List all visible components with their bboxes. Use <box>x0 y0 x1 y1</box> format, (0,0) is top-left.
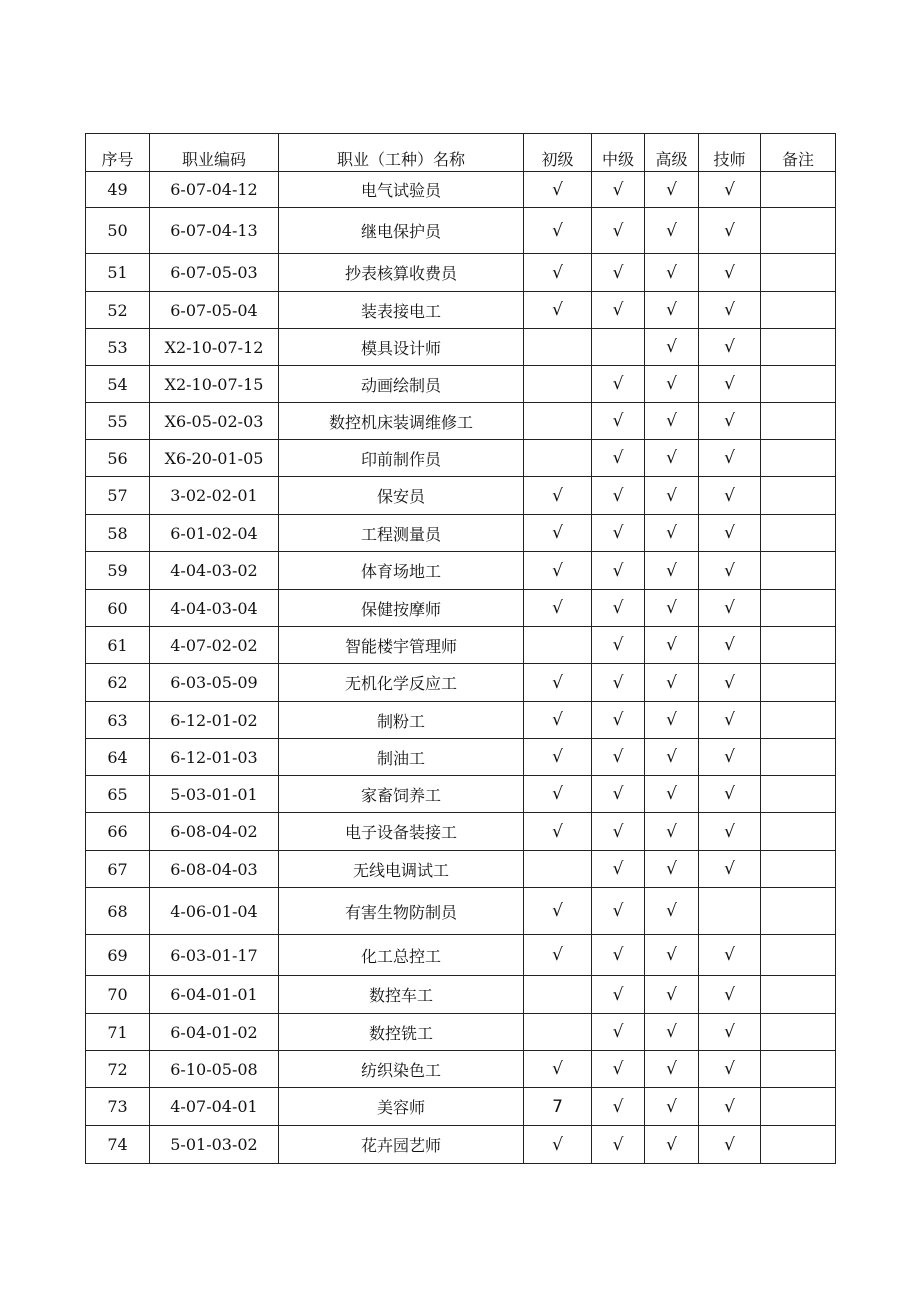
cell-seq: 52 <box>86 292 150 329</box>
cell-technician: √ <box>699 739 761 776</box>
cell-junior: √ <box>524 813 592 851</box>
cell-technician: √ <box>699 1051 761 1088</box>
cell-remarks <box>761 440 836 477</box>
cell-junior: √ <box>524 552 592 590</box>
cell-junior <box>524 329 592 366</box>
cell-senior: √ <box>645 664 699 702</box>
cell-code: 6-03-05-09 <box>150 664 279 702</box>
cell-technician: √ <box>699 403 761 440</box>
cell-junior: √ <box>524 1051 592 1088</box>
cell-intermediate: √ <box>592 664 645 702</box>
cell-junior: √ <box>524 254 592 292</box>
cell-technician: √ <box>699 172 761 208</box>
cell-seq: 70 <box>86 976 150 1014</box>
table-row <box>86 403 836 440</box>
cell-seq: 69 <box>86 935 150 976</box>
cell-name: 制油工 <box>279 739 524 776</box>
cell-seq: 71 <box>86 1014 150 1051</box>
cell-seq: 51 <box>86 254 150 292</box>
cell-remarks <box>761 664 836 702</box>
table-row <box>86 172 836 208</box>
cell-name: 电子设备装接工 <box>279 813 524 851</box>
cell-senior: √ <box>645 515 699 552</box>
table-row <box>86 366 836 403</box>
cell-remarks <box>761 702 836 739</box>
cell-remarks <box>761 935 836 976</box>
cell-code: 6-08-04-02 <box>150 813 279 851</box>
header-cell-name: 职业（工种）名称 <box>279 134 524 172</box>
cell-intermediate: √ <box>592 590 645 627</box>
table-row <box>86 935 836 976</box>
cell-junior <box>524 976 592 1014</box>
table-row <box>86 292 836 329</box>
cell-code: 6-07-04-12 <box>150 172 279 208</box>
cell-intermediate: √ <box>592 552 645 590</box>
cell-technician: √ <box>699 1088 761 1126</box>
cell-technician: √ <box>699 515 761 552</box>
cell-code: 6-12-01-03 <box>150 739 279 776</box>
cell-junior <box>524 851 592 888</box>
cell-senior: √ <box>645 590 699 627</box>
cell-remarks <box>761 739 836 776</box>
cell-seq: 58 <box>86 515 150 552</box>
cell-technician: √ <box>699 1126 761 1164</box>
cell-code: 6-07-05-03 <box>150 254 279 292</box>
cell-junior: √ <box>524 292 592 329</box>
cell-code: X6-20-01-05 <box>150 440 279 477</box>
cell-junior: √ <box>524 208 592 254</box>
cell-seq: 53 <box>86 329 150 366</box>
cell-remarks <box>761 366 836 403</box>
cell-name: 纺织染色工 <box>279 1051 524 1088</box>
cell-name: 花卉园艺师 <box>279 1126 524 1164</box>
cell-intermediate: √ <box>592 254 645 292</box>
cell-name: 数控机床装调维修工 <box>279 403 524 440</box>
header-cell-senior: 高级 <box>645 134 699 172</box>
cell-intermediate: √ <box>592 403 645 440</box>
table-row <box>86 552 836 590</box>
cell-code: X6-05-02-03 <box>150 403 279 440</box>
cell-seq: 61 <box>86 627 150 664</box>
cell-name: 印前制作员 <box>279 440 524 477</box>
cell-name: 工程测量员 <box>279 515 524 552</box>
cell-intermediate: √ <box>592 172 645 208</box>
cell-remarks <box>761 1126 836 1164</box>
cell-name: 数控铣工 <box>279 1014 524 1051</box>
cell-name: 无机化学反应工 <box>279 664 524 702</box>
cell-intermediate: √ <box>592 1051 645 1088</box>
cell-name: 制粉工 <box>279 702 524 739</box>
cell-remarks <box>761 813 836 851</box>
cell-remarks <box>761 254 836 292</box>
cell-remarks <box>761 1051 836 1088</box>
cell-remarks <box>761 590 836 627</box>
cell-remarks <box>761 292 836 329</box>
table-row <box>86 515 836 552</box>
cell-remarks <box>761 776 836 813</box>
cell-code: 4-04-03-04 <box>150 590 279 627</box>
cell-senior: √ <box>645 172 699 208</box>
cell-code: X2-10-07-15 <box>150 366 279 403</box>
cell-code: 6-07-04-13 <box>150 208 279 254</box>
cell-junior: 7 <box>524 1088 592 1126</box>
table-row <box>86 1088 836 1126</box>
cell-code: 6-04-01-01 <box>150 976 279 1014</box>
table-row <box>86 208 836 254</box>
cell-junior: √ <box>524 776 592 813</box>
cell-senior: √ <box>645 702 699 739</box>
cell-code: 4-04-03-02 <box>150 552 279 590</box>
cell-technician: √ <box>699 477 761 515</box>
cell-code: 4-06-01-04 <box>150 888 279 935</box>
table-body <box>86 134 836 1164</box>
header-cell-technician: 技师 <box>699 134 761 172</box>
cell-technician: √ <box>699 935 761 976</box>
cell-junior: √ <box>524 172 592 208</box>
cell-remarks <box>761 1088 836 1126</box>
cell-code: 6-01-02-04 <box>150 515 279 552</box>
cell-intermediate: √ <box>592 477 645 515</box>
cell-remarks <box>761 208 836 254</box>
cell-seq: 57 <box>86 477 150 515</box>
cell-name: 体育场地工 <box>279 552 524 590</box>
cell-remarks <box>761 403 836 440</box>
cell-seq: 56 <box>86 440 150 477</box>
cell-technician: √ <box>699 440 761 477</box>
cell-seq: 66 <box>86 813 150 851</box>
cell-junior: √ <box>524 702 592 739</box>
cell-senior: √ <box>645 366 699 403</box>
cell-senior: √ <box>645 1126 699 1164</box>
cell-remarks <box>761 851 836 888</box>
cell-technician: √ <box>699 851 761 888</box>
table-row <box>86 1126 836 1164</box>
cell-junior: √ <box>524 888 592 935</box>
cell-senior: √ <box>645 627 699 664</box>
table-row <box>86 590 836 627</box>
cell-senior: √ <box>645 329 699 366</box>
cell-intermediate: √ <box>592 366 645 403</box>
cell-name: 保安员 <box>279 477 524 515</box>
cell-name: 模具设计师 <box>279 329 524 366</box>
cell-name: 电气试验员 <box>279 172 524 208</box>
cell-seq: 60 <box>86 590 150 627</box>
cell-code: 6-12-01-02 <box>150 702 279 739</box>
table-row <box>86 851 836 888</box>
cell-technician: √ <box>699 664 761 702</box>
cell-remarks <box>761 172 836 208</box>
cell-senior: √ <box>645 552 699 590</box>
cell-technician <box>699 888 761 935</box>
cell-senior: √ <box>645 1051 699 1088</box>
cell-senior: √ <box>645 851 699 888</box>
table-row <box>86 1014 836 1051</box>
cell-seq: 65 <box>86 776 150 813</box>
cell-code: 6-10-05-08 <box>150 1051 279 1088</box>
cell-intermediate: √ <box>592 739 645 776</box>
table-row <box>86 254 836 292</box>
cell-senior: √ <box>645 292 699 329</box>
cell-name: 抄表核算收费员 <box>279 254 524 292</box>
table-row <box>86 702 836 739</box>
cell-seq: 63 <box>86 702 150 739</box>
cell-name: 无线电调试工 <box>279 851 524 888</box>
table-row <box>86 976 836 1014</box>
cell-seq: 73 <box>86 1088 150 1126</box>
cell-code: 6-08-04-03 <box>150 851 279 888</box>
cell-name: 化工总控工 <box>279 935 524 976</box>
cell-technician: √ <box>699 208 761 254</box>
occupation-table <box>85 133 836 1164</box>
table-row <box>86 888 836 935</box>
cell-senior: √ <box>645 254 699 292</box>
cell-senior: √ <box>645 776 699 813</box>
cell-seq: 54 <box>86 366 150 403</box>
cell-remarks <box>761 976 836 1014</box>
cell-senior: √ <box>645 477 699 515</box>
cell-senior: √ <box>645 440 699 477</box>
cell-junior: √ <box>524 590 592 627</box>
cell-code: 5-01-03-02 <box>150 1126 279 1164</box>
cell-remarks <box>761 552 836 590</box>
cell-seq: 55 <box>86 403 150 440</box>
cell-seq: 62 <box>86 664 150 702</box>
cell-technician: √ <box>699 552 761 590</box>
cell-seq: 74 <box>86 1126 150 1164</box>
table-row <box>86 776 836 813</box>
cell-code: 6-03-01-17 <box>150 935 279 976</box>
table-row <box>86 664 836 702</box>
cell-intermediate: √ <box>592 1088 645 1126</box>
table-row <box>86 477 836 515</box>
cell-intermediate: √ <box>592 851 645 888</box>
header-cell-remarks: 备注 <box>761 134 836 172</box>
cell-junior <box>524 440 592 477</box>
header-cell-seq: 序号 <box>86 134 150 172</box>
cell-name: 继电保护员 <box>279 208 524 254</box>
cell-intermediate: √ <box>592 1126 645 1164</box>
cell-junior: √ <box>524 515 592 552</box>
cell-remarks <box>761 1014 836 1051</box>
cell-intermediate: √ <box>592 776 645 813</box>
cell-junior <box>524 366 592 403</box>
header-cell-intermediate: 中级 <box>592 134 645 172</box>
cell-seq: 50 <box>86 208 150 254</box>
cell-technician: √ <box>699 776 761 813</box>
header-row <box>86 134 836 172</box>
cell-intermediate: √ <box>592 292 645 329</box>
cell-senior: √ <box>645 976 699 1014</box>
cell-technician: √ <box>699 1014 761 1051</box>
table-row <box>86 739 836 776</box>
table-row <box>86 627 836 664</box>
cell-intermediate: √ <box>592 935 645 976</box>
cell-senior: √ <box>645 1088 699 1126</box>
cell-senior: √ <box>645 888 699 935</box>
cell-technician: √ <box>699 590 761 627</box>
cell-code: 3-02-02-01 <box>150 477 279 515</box>
cell-name: 保健按摩师 <box>279 590 524 627</box>
cell-name: 美容师 <box>279 1088 524 1126</box>
cell-intermediate: √ <box>592 208 645 254</box>
cell-name: 数控车工 <box>279 976 524 1014</box>
cell-junior <box>524 1014 592 1051</box>
cell-junior <box>524 627 592 664</box>
cell-code: 5-03-01-01 <box>150 776 279 813</box>
table-row <box>86 1051 836 1088</box>
cell-intermediate: √ <box>592 813 645 851</box>
cell-intermediate: √ <box>592 440 645 477</box>
cell-senior: √ <box>645 739 699 776</box>
cell-remarks <box>761 515 836 552</box>
cell-intermediate: √ <box>592 702 645 739</box>
cell-senior: √ <box>645 813 699 851</box>
cell-code: 6-07-05-04 <box>150 292 279 329</box>
cell-code: X2-10-07-12 <box>150 329 279 366</box>
cell-senior: √ <box>645 1014 699 1051</box>
cell-technician: √ <box>699 366 761 403</box>
cell-technician: √ <box>699 254 761 292</box>
cell-seq: 59 <box>86 552 150 590</box>
cell-technician: √ <box>699 813 761 851</box>
cell-remarks <box>761 627 836 664</box>
cell-seq: 68 <box>86 888 150 935</box>
cell-junior: √ <box>524 477 592 515</box>
cell-remarks <box>761 477 836 515</box>
cell-junior: √ <box>524 739 592 776</box>
cell-intermediate <box>592 329 645 366</box>
header-cell-code: 职业编码 <box>150 134 279 172</box>
header-cell-junior: 初级 <box>524 134 592 172</box>
cell-intermediate: √ <box>592 1014 645 1051</box>
cell-name: 智能楼宇管理师 <box>279 627 524 664</box>
cell-intermediate: √ <box>592 976 645 1014</box>
cell-intermediate: √ <box>592 888 645 935</box>
cell-technician: √ <box>699 627 761 664</box>
cell-intermediate: √ <box>592 515 645 552</box>
cell-intermediate: √ <box>592 627 645 664</box>
cell-seq: 49 <box>86 172 150 208</box>
cell-senior: √ <box>645 403 699 440</box>
cell-senior: √ <box>645 208 699 254</box>
table-row <box>86 813 836 851</box>
table-row <box>86 440 836 477</box>
cell-technician: √ <box>699 702 761 739</box>
cell-junior: √ <box>524 1126 592 1164</box>
cell-seq: 72 <box>86 1051 150 1088</box>
cell-code: 4-07-04-01 <box>150 1088 279 1126</box>
cell-junior: √ <box>524 664 592 702</box>
cell-technician: √ <box>699 292 761 329</box>
cell-name: 有害生物防制员 <box>279 888 524 935</box>
cell-junior: √ <box>524 935 592 976</box>
cell-seq: 64 <box>86 739 150 776</box>
table-row <box>86 329 836 366</box>
cell-senior: √ <box>645 935 699 976</box>
cell-remarks <box>761 888 836 935</box>
cell-name: 家畜饲养工 <box>279 776 524 813</box>
cell-technician: √ <box>699 976 761 1014</box>
cell-remarks <box>761 329 836 366</box>
cell-code: 6-04-01-02 <box>150 1014 279 1051</box>
cell-junior <box>524 403 592 440</box>
cell-technician: √ <box>699 329 761 366</box>
cell-name: 动画绘制员 <box>279 366 524 403</box>
cell-code: 4-07-02-02 <box>150 627 279 664</box>
cell-seq: 67 <box>86 851 150 888</box>
cell-name: 装表接电工 <box>279 292 524 329</box>
